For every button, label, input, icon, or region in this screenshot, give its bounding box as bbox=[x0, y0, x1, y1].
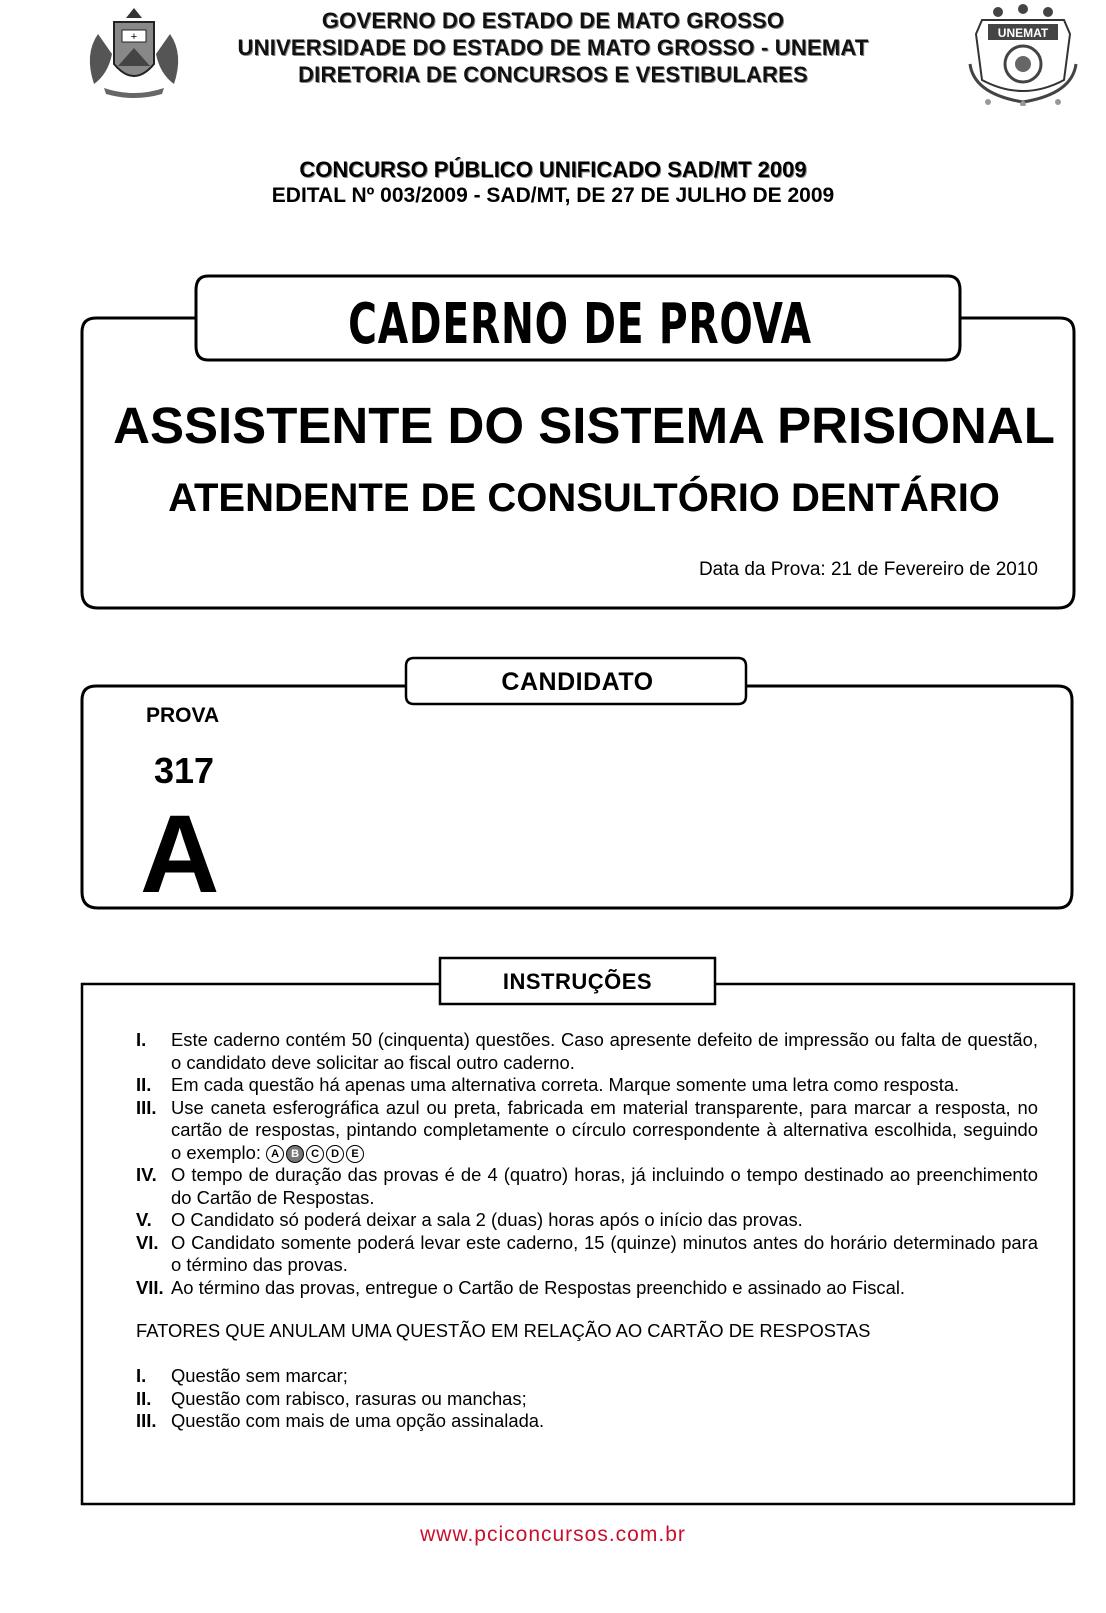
bubble-b-filled-icon: B bbox=[286, 1145, 304, 1163]
item-number: V. bbox=[136, 1209, 152, 1230]
svg-text:+: + bbox=[130, 31, 138, 43]
item-text: Questão com mais de uma opção assinalada. bbox=[171, 1410, 545, 1431]
list-item bbox=[136, 1029, 1038, 1074]
edital-line: EDITAL Nº 003/2009 - SAD/MT, DE 27 DE JULHO DE 2009 bbox=[271, 184, 835, 207]
bubble-d-icon: D bbox=[326, 1145, 344, 1163]
item-number: IV. bbox=[136, 1164, 157, 1185]
fatores-title: FATORES QUE ANULAM UMA QUESTÃO EM RELAÇÃO AO CARTÃO DE RESPOSTAS bbox=[136, 1320, 871, 1341]
header-line-3: DIRETORIA DE CONCURSOS E VESTIBULARES bbox=[298, 62, 808, 87]
prova-tipo: A bbox=[140, 793, 220, 916]
list-item bbox=[136, 1388, 544, 1411]
list-item bbox=[136, 1232, 1038, 1277]
fatores-list bbox=[136, 1365, 544, 1433]
list-item bbox=[136, 1277, 1038, 1300]
item-number: VII. bbox=[136, 1276, 164, 1298]
answer-bubble-example bbox=[266, 1142, 366, 1163]
item-number: I. bbox=[136, 1365, 147, 1386]
concurso-title: CONCURSO PÚBLICO UNIFICADO SAD/MT 2009 bbox=[299, 157, 807, 182]
caderno-title: CADERNO DE PROVA bbox=[348, 292, 812, 357]
footer-url: www.pciconcursos.com.br bbox=[420, 1523, 686, 1546]
item-text-with-example bbox=[171, 1097, 1038, 1165]
item-text: O tempo de duração das provas é de 4 (quatro) horas, já incluindo o tempo destinado ao preenchimento do Cartão de Respostas. bbox=[171, 1164, 1038, 1208]
instrucoes-label: INSTRUÇÕES bbox=[502, 969, 653, 994]
item-text: Questão sem marcar; bbox=[171, 1365, 348, 1386]
prova-numero: 317 bbox=[154, 750, 215, 791]
item-text: Em cada questão há apenas uma alternativa correta. Marque somente uma letra como resposta. bbox=[171, 1074, 960, 1095]
item-text: O Candidato somente poderá levar este caderno, 15 (quinze) minutos antes do horário determinado para o término das provas. bbox=[171, 1231, 1038, 1275]
list-item bbox=[136, 1410, 544, 1433]
candidato-label: CANDIDATO bbox=[501, 668, 654, 696]
bubble-a-icon: A bbox=[266, 1145, 284, 1163]
bubble-c-icon: C bbox=[306, 1145, 324, 1163]
list-item bbox=[136, 1164, 1038, 1209]
item-text: Use caneta esferográfica azul ou preta, fabricada em material transparente, para marcar a resposta, no cartão de respostas, pintando completamente o círculo correspondente à alternativa escolhida, seguindo o exemplo: bbox=[171, 1096, 1038, 1163]
item-number: II. bbox=[136, 1387, 152, 1409]
list-item bbox=[136, 1097, 1038, 1165]
header-line-1: GOVERNO DO ESTADO DE MATO GROSSO bbox=[321, 8, 785, 33]
item-text: Ao término das provas, entregue o Cartão de Respostas preenchido e assinado ao Fiscal. bbox=[171, 1276, 906, 1298]
list-item bbox=[136, 1365, 544, 1388]
item-number: II. bbox=[136, 1074, 152, 1095]
item-number: I. bbox=[136, 1029, 147, 1050]
bubble-e-icon: E bbox=[346, 1145, 364, 1163]
header-line-2: UNIVERSIDADE DO ESTADO DE MATO GROSSO - UNEMAT bbox=[237, 35, 869, 60]
list-item bbox=[136, 1074, 1038, 1097]
prova-label: PROVA bbox=[146, 704, 220, 727]
item-text: Este caderno contém 50 (cinquenta) questões. Caso apresente defeito de impressão ou falta de questão, o candidato deve solicitar ao fiscal outro caderno. bbox=[171, 1029, 1038, 1073]
data-prova: Data da Prova: 21 de Fevereiro de 2010 bbox=[698, 559, 1038, 580]
item-number: III. bbox=[136, 1096, 157, 1118]
cargo-title: ASSISTENTE DO SISTEMA PRISIONAL bbox=[113, 397, 1055, 454]
list-item bbox=[136, 1209, 1038, 1232]
item-number: III. bbox=[136, 1410, 157, 1431]
instrucoes-list bbox=[136, 1029, 1038, 1299]
item-number: VI. bbox=[136, 1231, 159, 1253]
funcao-title: ATENDENTE DE CONSULTÓRIO DENTÁRIO bbox=[168, 476, 1000, 520]
item-text: O Candidato só poderá deixar a sala 2 (duas) horas após o início das provas. bbox=[171, 1209, 803, 1230]
item-text: Questão com rabisco, rasuras ou manchas; bbox=[171, 1387, 527, 1409]
svg-text:UNEMAT: UNEMAT bbox=[997, 26, 1049, 40]
